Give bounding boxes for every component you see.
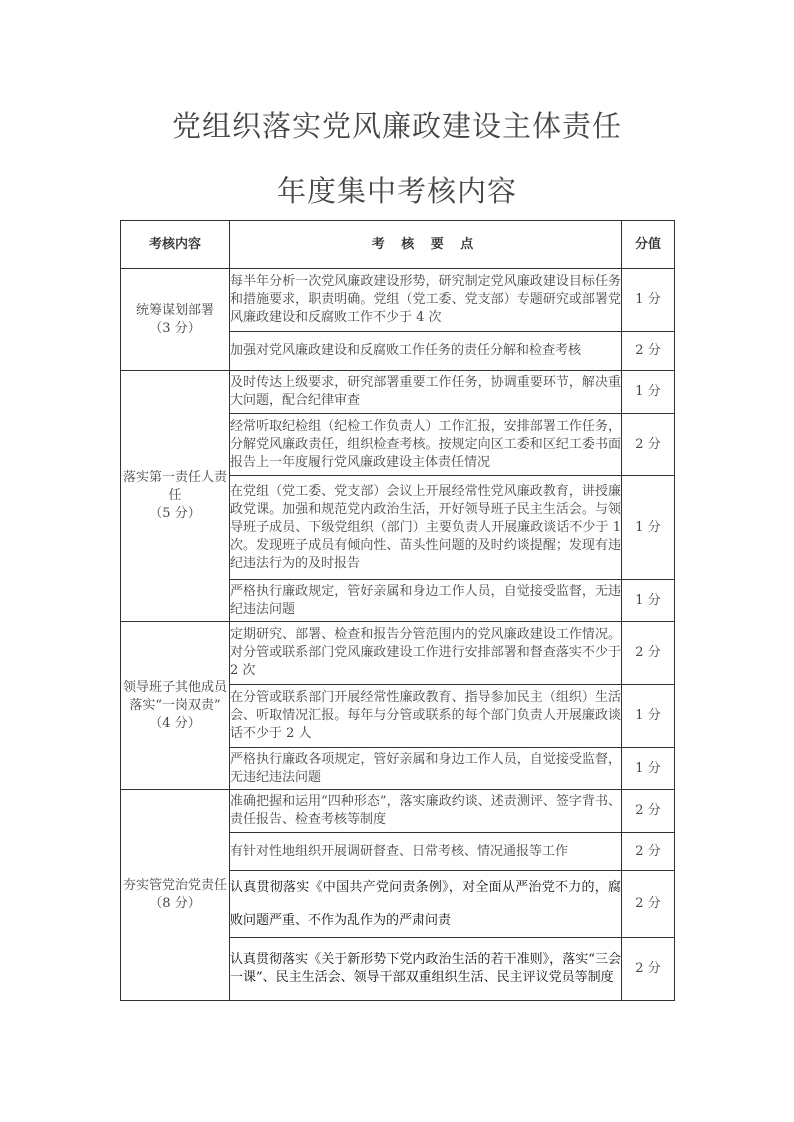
- point-score: 2 分: [622, 622, 675, 685]
- header-score: 分值: [622, 221, 675, 269]
- point-score: 1 分: [622, 476, 675, 580]
- category-score: （3 分）: [149, 320, 201, 336]
- category-name: 统筹谋划部署: [135, 302, 214, 318]
- point-score: 1 分: [622, 580, 675, 622]
- point-score: 2 分: [622, 332, 675, 371]
- point-score: 1 分: [622, 371, 675, 414]
- table-row: [121, 790, 675, 833]
- category-name: 领导班子其他成员落实“一岗双责”: [122, 679, 227, 713]
- header-points: 考 核 要 点: [230, 221, 622, 269]
- point-text: 有针对性地组织开展调研督查、日常考核、情况通报等工作: [230, 833, 622, 871]
- category-cell: [121, 371, 230, 622]
- point-text: 在党组（党工委、党支部）会议上开展经常性党风廉政教育，讲授廉政党课。加强和规范党内政治生活，开好领导班子民主生活会。与领导班子成员、下级党组织（部门）主要负责人开展廉政谈话不少于 1 次。发现班子成员有倾向性、苗头性问题的及时约谈提醒；发现有违纪违法行为的及时报告: [230, 476, 622, 580]
- category-score: （5 分）: [149, 506, 201, 521]
- point-score: 2 分: [622, 790, 675, 833]
- point-text: 加强对党风廉政建设和反腐败工作任务的责任分解和检查考核: [230, 332, 622, 371]
- category-cell: [121, 790, 230, 1001]
- category-score: （4 分）: [149, 715, 201, 731]
- category-cell: [121, 269, 230, 371]
- document-title-line1: 党组织落实党风廉政建设主体责任: [171, 109, 622, 143]
- table-header-row: [121, 221, 675, 269]
- point-text: 经常听取纪检组（纪检工作负责人）工作汇报，安排部署工作任务，分解党风廉政责任，组织检查考核。按规定向区工委和区纪工委书面报告上一年度履行党风廉政建设主体责任情况: [230, 414, 622, 476]
- table-row: [121, 622, 675, 685]
- point-text: 定期研究、部署、检查和报告分管范围内的党风廉政建设工作情况。对分管或联系部门党风廉政建设工作进行安排部署和督查落实不少于 2 次: [230, 622, 622, 685]
- assessment-table: [120, 220, 675, 1001]
- table-row: [121, 371, 675, 414]
- point-score: 1 分: [622, 748, 675, 790]
- point-score: 2 分: [622, 871, 675, 938]
- point-score: 2 分: [622, 833, 675, 871]
- point-text: 认真贯彻落实《关于新形势下党内政治生活的若干准则》，落实“三会一课”、民主生活会、领导干部双重组织生活、民主评议党员等制度: [230, 938, 622, 1001]
- point-score: 2 分: [622, 414, 675, 476]
- header-content: 考核内容: [121, 221, 230, 269]
- point-text: 每半年分析一次党风廉政建设形势，研究制定党风廉政建设目标任务和措施要求，职责明确。党组（党工委、党支部）专题研究或部署党风廉政建设和反腐败工作不少于 4 次: [230, 269, 622, 332]
- point-score: 2 分: [622, 938, 675, 1001]
- point-text: 严格执行廉政各项规定，管好亲属和身边工作人员，自觉接受监督，无违纪违法问题: [230, 748, 622, 790]
- category-score: （8 分）: [149, 896, 201, 911]
- category-name: 落实第一责任人责任: [122, 470, 227, 503]
- point-score: 1 分: [622, 685, 675, 748]
- table-row: [121, 269, 675, 332]
- category-cell: [121, 622, 230, 790]
- document-title-line2: 年度集中考核内容: [276, 174, 517, 208]
- point-text: 准确把握和运用“四种形态”，落实廉政约谈、述责测评、签字背书、责任报告、检查考核等制度: [230, 790, 622, 833]
- point-text: 严格执行廉政规定，管好亲属和身边工作人员，自觉接受监督，无违纪违法问题: [230, 580, 622, 622]
- point-text: 在分管或联系部门开展经常性廉政教育、指导参加民主（组织）生活会、听取情况汇报。每年与分管或联系的每个部门负责人开展廉政谈话不少于 2 人: [230, 685, 622, 748]
- point-score: 1 分: [622, 269, 675, 332]
- point-text: 及时传达上级要求，研究部署重要工作任务，协调重要环节，解决重大问题，配合纪律审查: [230, 371, 622, 414]
- point-text: 认真贯彻落实《中国共产党问责条例》，对全面从严治党不力的，腐败问题严重、不作为乱作为的严肃问责: [230, 871, 622, 938]
- category-name: 夯实管党治党责任: [122, 878, 227, 893]
